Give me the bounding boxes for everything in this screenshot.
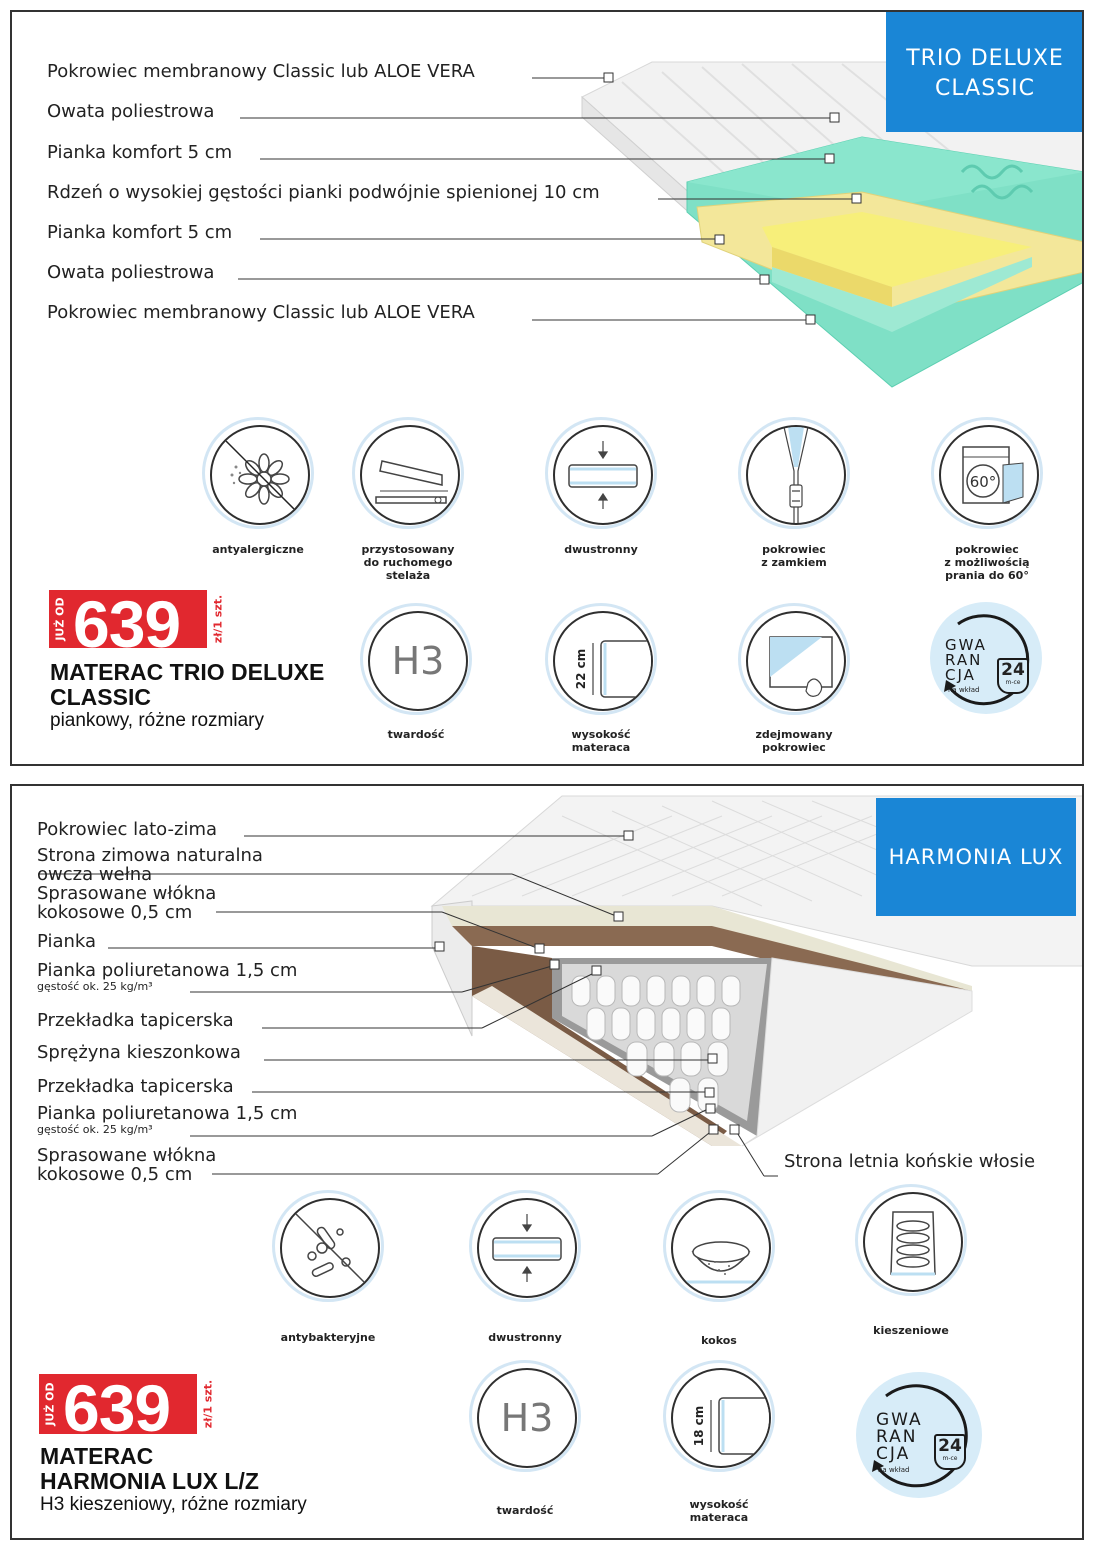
harmonia-lux-panel xyxy=(10,784,1084,1540)
trio-layer-label: Pianka komfort 5 cm xyxy=(47,222,233,243)
mattress-height-icon xyxy=(545,603,657,715)
feature-caption: pokrowiec z możliwością prania do 60° xyxy=(944,543,1030,582)
feature-caption: twardość xyxy=(387,728,445,741)
removable-cover-icon xyxy=(738,603,850,715)
trio-brand-line2: CLASSIC xyxy=(935,76,1035,101)
svg-text:60°: 60° xyxy=(969,473,997,491)
harmonia-product-desc: H3 kieszeniowy, różne rozmiary xyxy=(40,1494,307,1515)
feature-caption: pokrowiec z zamkiem xyxy=(761,543,827,569)
feature-caption: zdejmowany pokrowiec xyxy=(755,728,833,754)
harmonia-layer-label: Strona zimowa naturalna owcza wełna xyxy=(37,845,263,885)
feature-caption: dwustronny xyxy=(488,1331,562,1344)
harmonia-layer-label: Przekładka tapicerska xyxy=(37,1010,234,1031)
feature-caption: wysokość materaca xyxy=(689,1498,749,1524)
trio-layer-label: Pokrowiec membranowy Classic lub ALOE VERA xyxy=(47,61,475,82)
feature-caption: przystosowany do ruchomego stelaża xyxy=(361,543,455,582)
harmonia-layer-label: Pianka poliuretanowa 1,5 cm gęstość ok. 25 kg/m³ xyxy=(37,1103,298,1136)
svg-text:18 cm: 18 cm xyxy=(692,1405,706,1447)
harmonia-layer-label: Pianka xyxy=(37,931,97,952)
hardness-h3-icon: H3 xyxy=(469,1360,581,1472)
harmonia-layer-label: Sprasowane włókna kokosowe 0,5 cm xyxy=(37,1145,217,1185)
two-sided-icon xyxy=(469,1190,581,1302)
mattress-height-icon xyxy=(663,1360,775,1472)
adjustable-frame-icon xyxy=(352,417,464,529)
harmonia-layer-label: Przekładka tapicerska xyxy=(37,1076,234,1097)
coconut-icon xyxy=(663,1190,775,1302)
feature-caption: antybakteryjne xyxy=(280,1331,376,1344)
feature-caption: dwustronny xyxy=(564,543,638,556)
guarantee-24-badge: GWA RAN CJA na wkład 24 m-ce xyxy=(930,602,1042,714)
trio-price-tag: JUŻ OD 639 zł/1 szt. xyxy=(49,590,229,648)
harmonia-layer-label: Pianka poliuretanowa 1,5 cm gęstość ok. 25 kg/m³ xyxy=(37,960,298,993)
two-sided-icon xyxy=(545,417,657,529)
harmonia-layer-label: Pokrowiec lato-zima xyxy=(37,819,218,840)
trio-product-desc: piankowy, różne rozmiary xyxy=(50,710,265,731)
feature-caption: kieszeniowe xyxy=(873,1324,949,1337)
trio-price-value: 639 xyxy=(73,587,181,661)
trio-layer-label: Pokrowiec membranowy Classic lub ALOE VERA xyxy=(47,302,475,323)
harmonia-brand-badge: HARMONIA LUX xyxy=(876,798,1076,916)
pocket-spring-icon xyxy=(855,1184,967,1296)
harmonia-layer-label: Sprężyna kieszonkowa xyxy=(37,1042,241,1063)
trio-brand-line1: TRIO DELUXE xyxy=(906,46,1064,71)
feature-caption: antyalergiczne xyxy=(212,543,304,556)
feature-caption: twardość xyxy=(496,1504,554,1517)
washable-60-icon xyxy=(931,417,1043,529)
zipper-cover-icon xyxy=(738,417,850,529)
guarantee-24-badge: GWA RAN CJA na wkład 24 m-ce xyxy=(856,1372,982,1498)
antibacterial-icon xyxy=(272,1190,384,1302)
trio-deluxe-panel xyxy=(10,10,1084,766)
summer-side-label: Strona letnia końskie włosie xyxy=(784,1151,1036,1172)
antiallergic-icon xyxy=(202,417,314,529)
harmonia-product-name: MATERAC HARMONIA LUX L/Z xyxy=(40,1443,259,1494)
feature-caption: wysokość materaca xyxy=(571,728,631,754)
trio-layer-label: Owata poliestrowa xyxy=(47,101,215,122)
harmonia-price-tag: JUŻ OD 639 zł/1 szt. xyxy=(39,1374,219,1434)
harmonia-layer-label: Sprasowane włókna kokosowe 0,5 cm xyxy=(37,883,217,923)
hardness-h3-icon: H3 xyxy=(360,603,472,715)
trio-layer-label: Pianka komfort 5 cm xyxy=(47,142,233,163)
svg-text:22 cm: 22 cm xyxy=(574,648,588,690)
feature-caption: kokos xyxy=(701,1334,737,1347)
trio-layer-label: Rdzeń o wysokiej gęstości pianki podwójnie spienionej 10 cm xyxy=(47,182,600,203)
trio-layer-label: Owata poliestrowa xyxy=(47,262,215,283)
trio-product-name: MATERAC TRIO DELUXE CLASSIC xyxy=(50,659,325,710)
harmonia-price-value: 639 xyxy=(63,1371,171,1445)
